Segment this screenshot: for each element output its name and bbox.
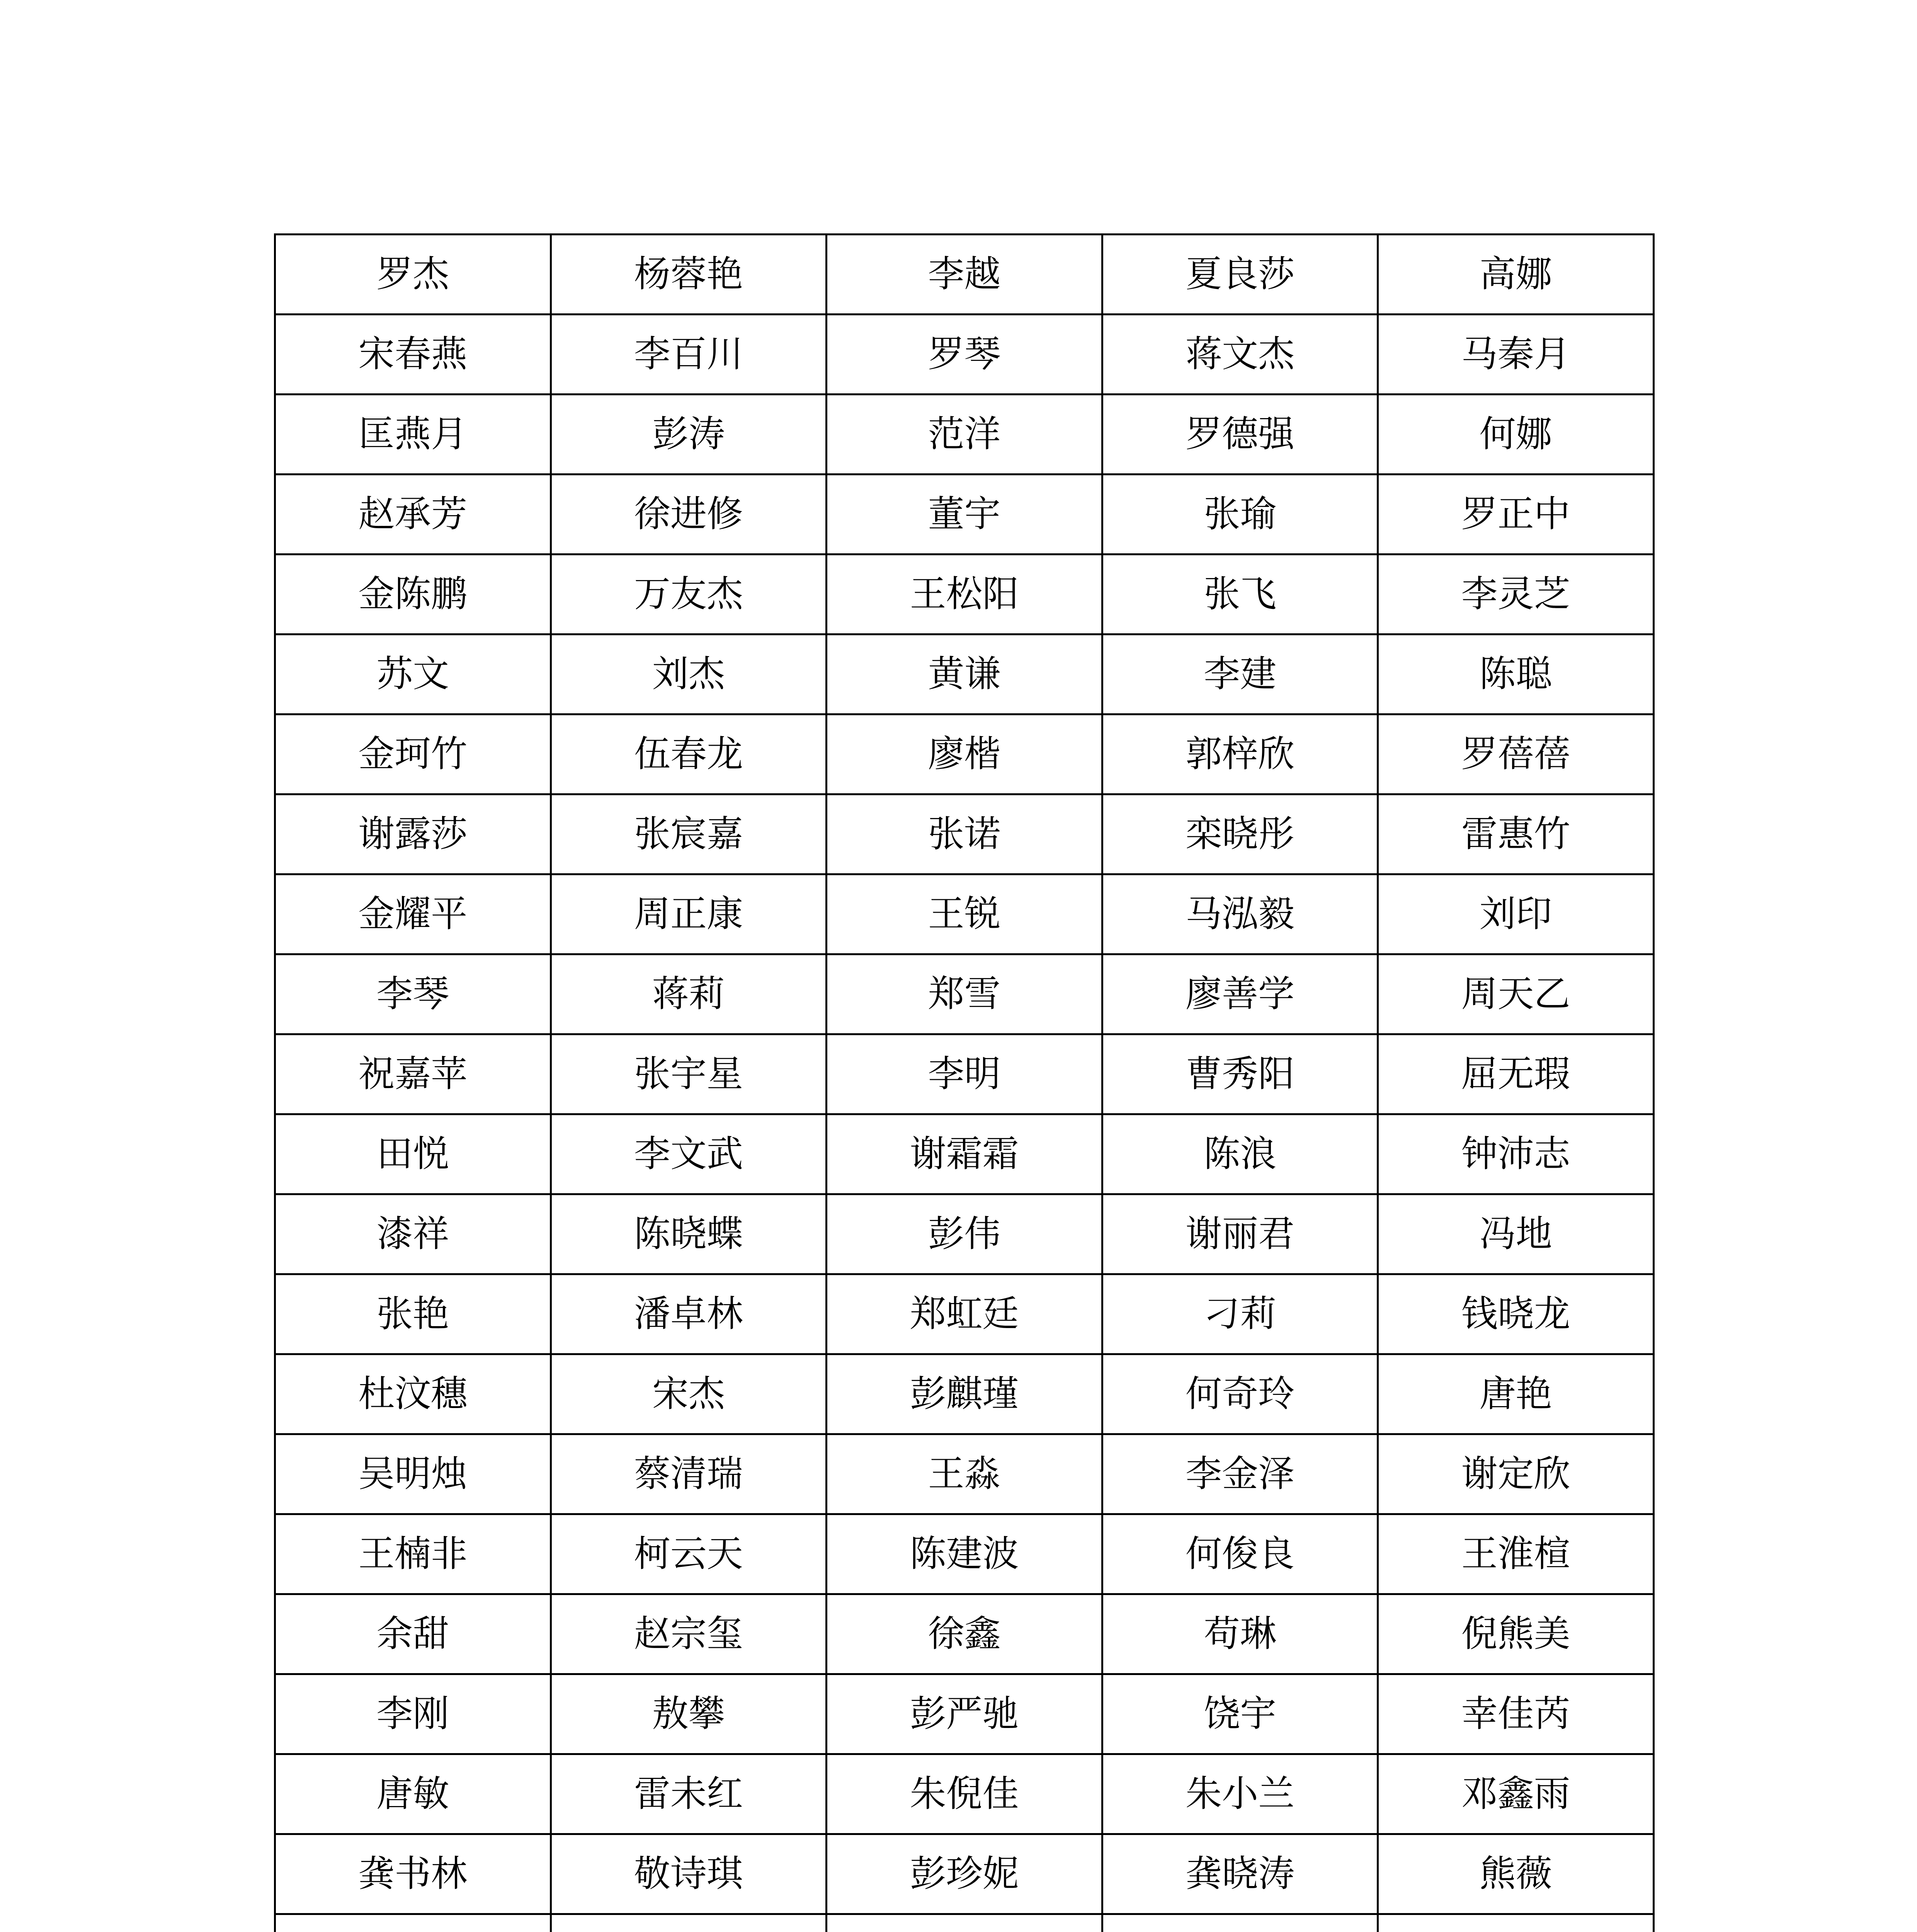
name-cell: 冯地 <box>1378 1194 1654 1274</box>
name-cell: 饶宇 <box>1102 1674 1378 1754</box>
name-cell: 范洋 <box>827 395 1102 474</box>
name-cell: 高娜 <box>1378 235 1654 315</box>
table-row <box>275 1114 1654 1194</box>
name-cell: 万友杰 <box>551 554 827 634</box>
name-cell: 李明 <box>827 1034 1102 1114</box>
table-row <box>275 874 1654 954</box>
name-cell: 王松阳 <box>827 554 1102 634</box>
name-cell: 唐敏 <box>275 1754 551 1834</box>
name-cell: 陈聪 <box>1378 634 1654 714</box>
name-cell: 刘印 <box>1378 874 1654 954</box>
table-row <box>275 315 1654 395</box>
name-cell: 罗正中 <box>1378 474 1654 554</box>
name-cell: 何奇玲 <box>1102 1354 1378 1434</box>
name-cell: 谢霜霜 <box>827 1114 1102 1194</box>
name-cell: 彭麒瑾 <box>827 1354 1102 1434</box>
name-cell: 王楠非 <box>275 1514 551 1594</box>
name-cell: 苟琳 <box>1102 1594 1378 1674</box>
name-cell: 马泓毅 <box>1102 874 1378 954</box>
table-row <box>275 474 1654 554</box>
name-cell: 雷惠竹 <box>1378 794 1654 874</box>
name-cell: 罗蓓蓓 <box>1378 714 1654 794</box>
name-cell: 匡燕月 <box>275 395 551 474</box>
name-cell: 敬诗琪 <box>551 1834 827 1914</box>
name-cell: 李百川 <box>551 315 827 395</box>
name-cell <box>275 1914 551 1932</box>
table-row <box>275 714 1654 794</box>
name-cell: 柯云天 <box>551 1514 827 1594</box>
table-row <box>275 235 1654 315</box>
name-cell: 张诺 <box>827 794 1102 874</box>
name-cell: 徐进修 <box>551 474 827 554</box>
name-cell: 栾晓彤 <box>1102 794 1378 874</box>
name-cell: 张宸嘉 <box>551 794 827 874</box>
name-cell: 龚晓涛 <box>1102 1834 1378 1914</box>
name-cell: 彭伟 <box>827 1194 1102 1274</box>
name-cell: 何娜 <box>1378 395 1654 474</box>
name-cell: 谢丽君 <box>1102 1194 1378 1274</box>
name-cell: 杜汶穗 <box>275 1354 551 1434</box>
name-cell <box>1102 1914 1378 1932</box>
name-cell: 金陈鹏 <box>275 554 551 634</box>
name-cell: 张宇星 <box>551 1034 827 1114</box>
name-cell: 李琴 <box>275 954 551 1034</box>
name-cell: 张瑜 <box>1102 474 1378 554</box>
table-row <box>275 794 1654 874</box>
table-row <box>275 1594 1654 1674</box>
name-cell: 金珂竹 <box>275 714 551 794</box>
name-cell: 郭梓欣 <box>1102 714 1378 794</box>
name-cell: 陈建波 <box>827 1514 1102 1594</box>
names-table-body <box>275 235 1654 1932</box>
name-cell: 潘卓林 <box>551 1274 827 1354</box>
name-cell: 徐鑫 <box>827 1594 1102 1674</box>
name-cell: 李文武 <box>551 1114 827 1194</box>
name-cell: 周正康 <box>551 874 827 954</box>
name-cell: 钱晓龙 <box>1378 1274 1654 1354</box>
table-row <box>275 1834 1654 1914</box>
name-cell: 李金泽 <box>1102 1434 1378 1514</box>
name-cell: 宋春燕 <box>275 315 551 395</box>
name-cell: 王淼 <box>827 1434 1102 1514</box>
table-row <box>275 634 1654 714</box>
name-cell: 廖善学 <box>1102 954 1378 1034</box>
name-cell: 苏文 <box>275 634 551 714</box>
table-row <box>275 1754 1654 1834</box>
name-cell: 蒋莉 <box>551 954 827 1034</box>
name-cell: 董宇 <box>827 474 1102 554</box>
name-cell: 蒋文杰 <box>1102 315 1378 395</box>
name-cell: 彭严驰 <box>827 1674 1102 1754</box>
name-cell: 廖楷 <box>827 714 1102 794</box>
names-table <box>274 233 1655 1932</box>
name-cell: 漆祥 <box>275 1194 551 1274</box>
name-cell: 马秦月 <box>1378 315 1654 395</box>
name-cell: 张艳 <box>275 1274 551 1354</box>
name-cell: 余甜 <box>275 1594 551 1674</box>
name-cell: 夏良莎 <box>1102 235 1378 315</box>
name-cell: 黄谦 <box>827 634 1102 714</box>
name-cell: 罗杰 <box>275 235 551 315</box>
name-cell: 钟沛志 <box>1378 1114 1654 1194</box>
table-row <box>275 1514 1654 1594</box>
name-cell: 宋杰 <box>551 1354 827 1434</box>
name-cell <box>827 1914 1102 1932</box>
name-cell: 曹秀阳 <box>1102 1034 1378 1114</box>
name-cell: 杨蓉艳 <box>551 235 827 315</box>
name-cell: 李建 <box>1102 634 1378 714</box>
name-cell: 田悦 <box>275 1114 551 1194</box>
name-cell: 刘杰 <box>551 634 827 714</box>
name-cell: 李灵芝 <box>1378 554 1654 634</box>
name-cell: 幸佳芮 <box>1378 1674 1654 1754</box>
table-row <box>275 1034 1654 1114</box>
name-cell: 罗琴 <box>827 315 1102 395</box>
name-cell: 蔡清瑞 <box>551 1434 827 1514</box>
name-cell: 郑雪 <box>827 954 1102 1034</box>
table-row <box>275 1194 1654 1274</box>
table-row <box>275 395 1654 474</box>
table-row <box>275 1674 1654 1754</box>
name-cell: 屈无瑕 <box>1378 1034 1654 1114</box>
table-row <box>275 1274 1654 1354</box>
name-cell: 伍春龙 <box>551 714 827 794</box>
name-cell: 彭珍妮 <box>827 1834 1102 1914</box>
name-cell: 陈晓蝶 <box>551 1194 827 1274</box>
table-row <box>275 1914 1654 1932</box>
name-cell: 李越 <box>827 235 1102 315</box>
name-cell: 朱小兰 <box>1102 1754 1378 1834</box>
name-cell: 赵宗玺 <box>551 1594 827 1674</box>
table-row <box>275 1434 1654 1514</box>
name-cell: 唐艳 <box>1378 1354 1654 1434</box>
name-cell: 雷未红 <box>551 1754 827 1834</box>
name-cell: 邓鑫雨 <box>1378 1754 1654 1834</box>
name-cell: 何俊良 <box>1102 1514 1378 1594</box>
name-cell: 罗德强 <box>1102 395 1378 474</box>
name-cell: 王淮楦 <box>1378 1514 1654 1594</box>
name-cell: 吴明烛 <box>275 1434 551 1514</box>
name-cell: 朱倪佳 <box>827 1754 1102 1834</box>
table-row <box>275 554 1654 634</box>
name-cell: 熊薇 <box>1378 1834 1654 1914</box>
name-cell: 倪熊美 <box>1378 1594 1654 1674</box>
name-cell: 敖攀 <box>551 1674 827 1754</box>
name-cell: 周天乙 <box>1378 954 1654 1034</box>
name-cell <box>551 1914 827 1932</box>
name-cell: 谢露莎 <box>275 794 551 874</box>
name-cell: 陈浪 <box>1102 1114 1378 1194</box>
name-cell: 张飞 <box>1102 554 1378 634</box>
name-cell: 郑虹廷 <box>827 1274 1102 1354</box>
name-cell: 金耀平 <box>275 874 551 954</box>
name-cell: 李刚 <box>275 1674 551 1754</box>
name-cell: 龚书林 <box>275 1834 551 1914</box>
name-cell: 祝嘉苹 <box>275 1034 551 1114</box>
name-cell: 彭涛 <box>551 395 827 474</box>
name-cell: 谢定欣 <box>1378 1434 1654 1514</box>
name-cell: 赵承芳 <box>275 474 551 554</box>
name-cell <box>1378 1914 1654 1932</box>
name-cell: 刁莉 <box>1102 1274 1378 1354</box>
table-row <box>275 1354 1654 1434</box>
table-row <box>275 954 1654 1034</box>
name-cell: 王锐 <box>827 874 1102 954</box>
